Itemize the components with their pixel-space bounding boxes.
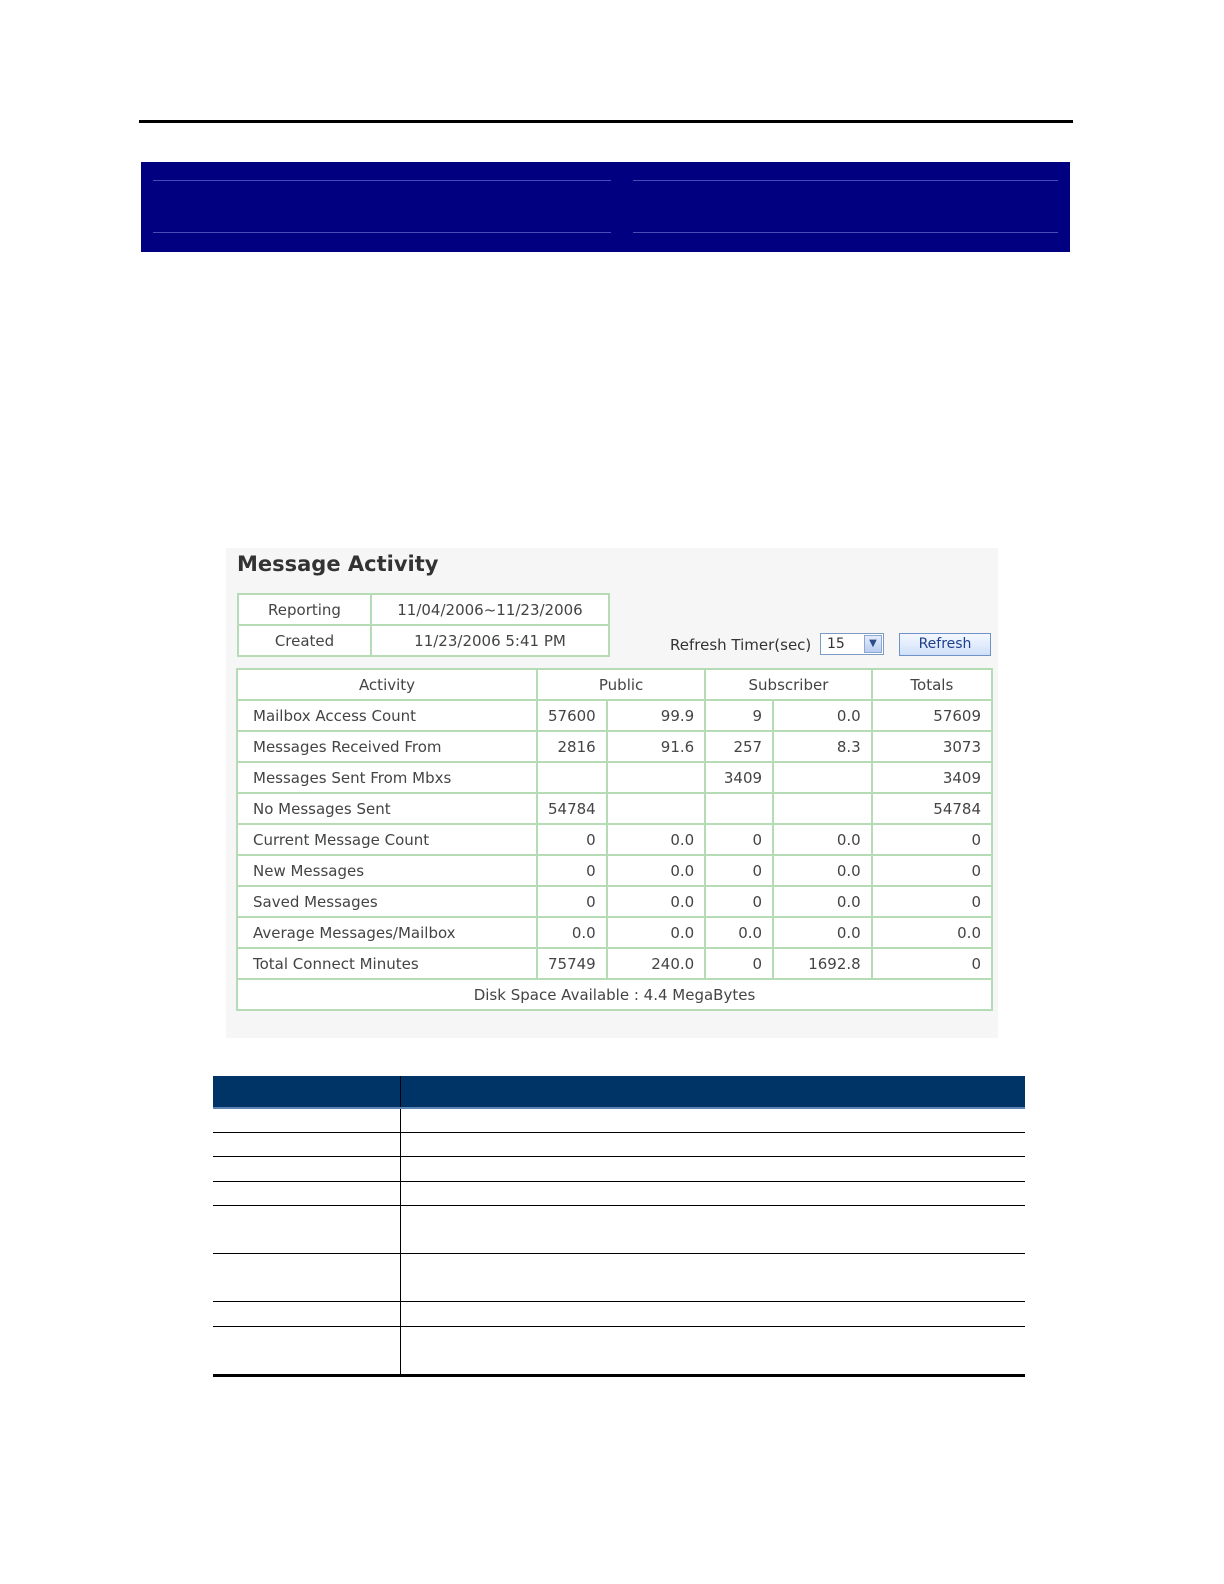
total-count: 54784 bbox=[872, 793, 992, 824]
subscriber-percent: 1692.8 bbox=[773, 948, 872, 979]
public-count: 0 bbox=[537, 824, 607, 855]
panel-title: Message Activity bbox=[237, 552, 439, 576]
subscriber-count bbox=[705, 793, 773, 824]
description-table bbox=[213, 1076, 1025, 1377]
subscriber-percent: 0.0 bbox=[773, 855, 872, 886]
top-rule bbox=[139, 120, 1073, 123]
report-info-table bbox=[237, 593, 610, 657]
public-percent: 0.0 bbox=[607, 855, 706, 886]
header-subscriber: Subscriber bbox=[705, 669, 872, 700]
public-percent: 240.0 bbox=[607, 948, 706, 979]
report-row-created bbox=[238, 625, 609, 656]
subscriber-percent: 0.0 bbox=[773, 886, 872, 917]
row-name: Average Messages/Mailbox bbox=[237, 917, 537, 948]
subscriber-percent bbox=[773, 793, 872, 824]
total-count: 0 bbox=[872, 948, 992, 979]
activity-table bbox=[236, 668, 993, 1011]
subscriber-count: 0 bbox=[705, 824, 773, 855]
row-name: Current Message Count bbox=[237, 824, 537, 855]
table-row bbox=[213, 1108, 1025, 1133]
table-row bbox=[213, 1182, 1025, 1206]
subscriber-count: 257 bbox=[705, 731, 773, 762]
public-count: 54784 bbox=[537, 793, 607, 824]
row-name: Mailbox Access Count bbox=[237, 700, 537, 731]
total-count: 0 bbox=[872, 855, 992, 886]
header-public: Public bbox=[537, 669, 705, 700]
activity-header-row bbox=[237, 669, 992, 700]
table-row bbox=[237, 917, 992, 948]
subscriber-count: 0 bbox=[705, 948, 773, 979]
public-count: 0.0 bbox=[537, 917, 607, 948]
disk-space-available: Disk Space Available : 4.4 MegaBytes bbox=[237, 979, 992, 1010]
table-row bbox=[213, 1302, 1025, 1327]
table-row bbox=[237, 886, 992, 917]
refresh-button[interactable]: Refresh bbox=[899, 633, 991, 656]
total-count: 0 bbox=[872, 886, 992, 917]
table-row bbox=[213, 1327, 1025, 1376]
public-count: 0 bbox=[537, 886, 607, 917]
total-count: 57609 bbox=[872, 700, 992, 731]
subscriber-count: 0.0 bbox=[705, 917, 773, 948]
public-count bbox=[537, 762, 607, 793]
total-count: 3409 bbox=[872, 762, 992, 793]
description-header-row bbox=[213, 1076, 1025, 1108]
table-row bbox=[237, 793, 992, 824]
header-banner bbox=[141, 162, 1070, 252]
subscriber-percent: 0.0 bbox=[773, 700, 872, 731]
public-percent: 0.0 bbox=[607, 824, 706, 855]
total-count: 0.0 bbox=[872, 917, 992, 948]
table-row bbox=[213, 1133, 1025, 1157]
subscriber-percent: 0.0 bbox=[773, 917, 872, 948]
public-percent bbox=[607, 762, 706, 793]
subscriber-percent bbox=[773, 762, 872, 793]
row-name: Total Connect Minutes bbox=[237, 948, 537, 979]
table-row bbox=[213, 1206, 1025, 1254]
report-row-reporting bbox=[238, 594, 609, 625]
header-activity: Activity bbox=[237, 669, 537, 700]
subscriber-percent: 0.0 bbox=[773, 824, 872, 855]
row-name: No Messages Sent bbox=[237, 793, 537, 824]
public-percent: 0.0 bbox=[607, 917, 706, 948]
row-name: Saved Messages bbox=[237, 886, 537, 917]
row-name: New Messages bbox=[237, 855, 537, 886]
public-count: 57600 bbox=[537, 700, 607, 731]
header-totals: Totals bbox=[872, 669, 992, 700]
report-value: 11/04/2006~11/23/2006 bbox=[371, 594, 609, 625]
table-row bbox=[213, 1157, 1025, 1182]
public-count: 0 bbox=[537, 855, 607, 886]
subscriber-count: 3409 bbox=[705, 762, 773, 793]
public-count: 75749 bbox=[537, 948, 607, 979]
total-count: 3073 bbox=[872, 731, 992, 762]
public-percent: 91.6 bbox=[607, 731, 706, 762]
activity-footer-row bbox=[237, 979, 992, 1010]
row-name: Messages Received From bbox=[237, 731, 537, 762]
table-row bbox=[237, 855, 992, 886]
subscriber-count: 0 bbox=[705, 886, 773, 917]
report-label: Created bbox=[238, 625, 371, 656]
table-row bbox=[237, 762, 992, 793]
public-percent: 99.9 bbox=[607, 700, 706, 731]
public-percent bbox=[607, 793, 706, 824]
table-row bbox=[237, 700, 992, 731]
subscriber-count: 0 bbox=[705, 855, 773, 886]
report-label: Reporting bbox=[238, 594, 371, 625]
public-percent: 0.0 bbox=[607, 886, 706, 917]
table-row bbox=[213, 1254, 1025, 1302]
chevron-down-icon[interactable]: ▼ bbox=[864, 635, 882, 653]
refresh-timer-label: Refresh Timer(sec) bbox=[670, 636, 812, 654]
table-row bbox=[237, 948, 992, 979]
table-row bbox=[237, 824, 992, 855]
refresh-timer-value: 15 bbox=[827, 636, 845, 652]
table-row bbox=[237, 731, 992, 762]
subscriber-percent: 8.3 bbox=[773, 731, 872, 762]
subscriber-count: 9 bbox=[705, 700, 773, 731]
row-name: Messages Sent From Mbxs bbox=[237, 762, 537, 793]
total-count: 0 bbox=[872, 824, 992, 855]
report-value: 11/23/2006 5:41 PM bbox=[371, 625, 609, 656]
public-count: 2816 bbox=[537, 731, 607, 762]
refresh-timer-select[interactable] bbox=[820, 633, 884, 655]
